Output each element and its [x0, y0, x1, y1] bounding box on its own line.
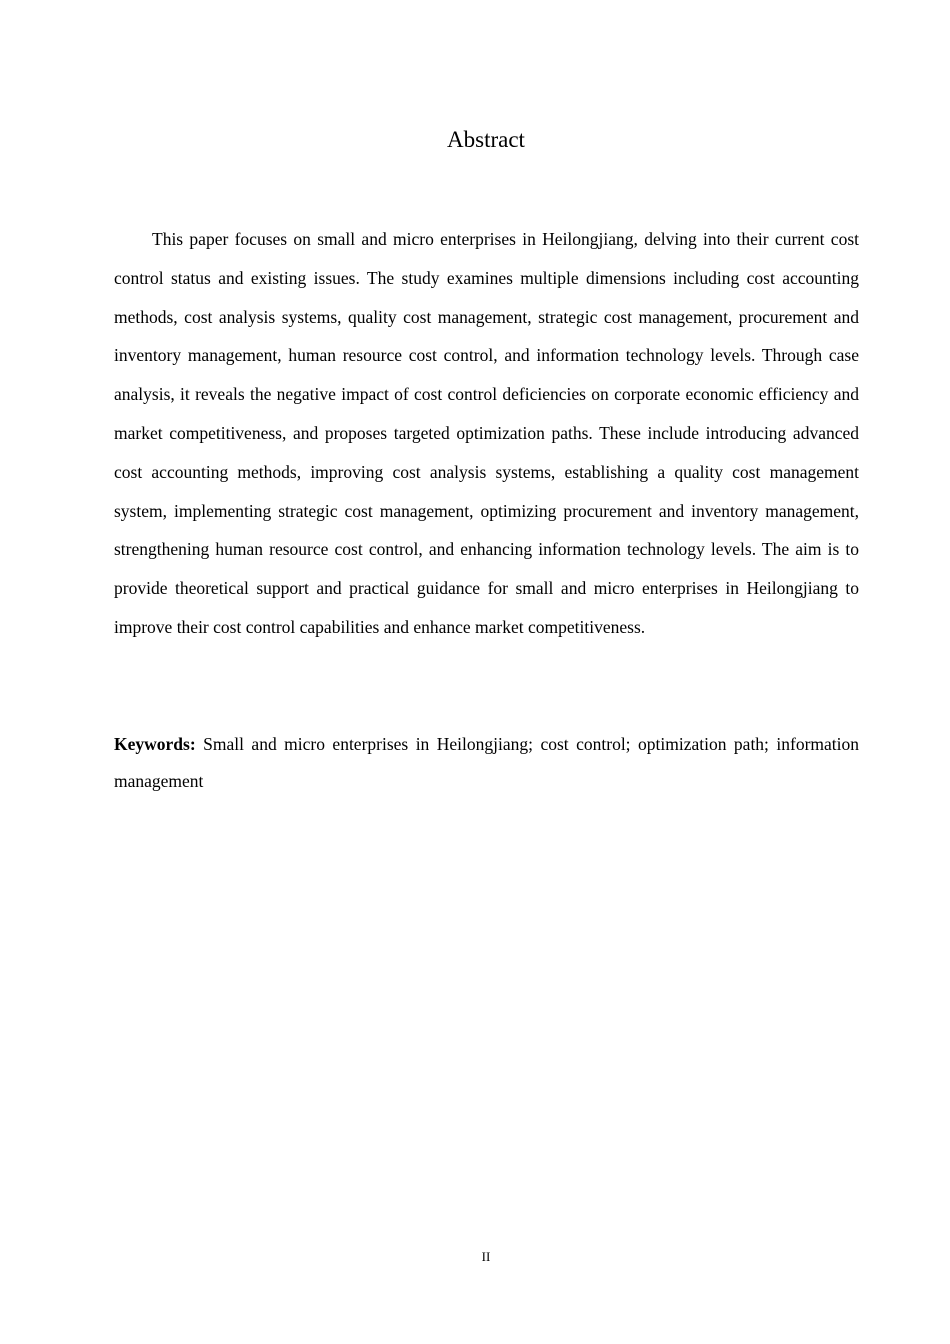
abstract-title: Abstract: [447, 127, 525, 152]
keywords-paragraph: [114, 726, 859, 800]
keywords-label: Keywords:: [114, 734, 196, 754]
abstract-body: This paper focuses on small and micro enterprises in Heilongjiang, delving into their current cost control status and existing issues. The study examines multiple dimensions including cost accounting methods, cost analysis systems, quality cost management, strategic cost management, procurement and inventory management, human resource cost control, and information technology levels. Through case analysis, it reveals the negative impact of cost control deficiencies on corporate economic efficiency and market competitiveness, and proposes targeted optimization paths. These include introducing advanced cost accounting methods, improving cost analysis systems, establishing a quality cost management system, implementing strategic cost management, optimizing procurement and inventory management, strengthening human resource cost control, and enhancing information technology levels. The aim is to provide theoretical support and practical guidance for small and micro enterprises in Heilongjiang to improve their cost control capabilities and enhance market competitiveness.: [114, 229, 859, 637]
keywords-text: Small and micro enterprises in Heilongjiang; cost control; optimization path; information management: [114, 734, 860, 791]
page-number: II: [481, 1249, 491, 1264]
